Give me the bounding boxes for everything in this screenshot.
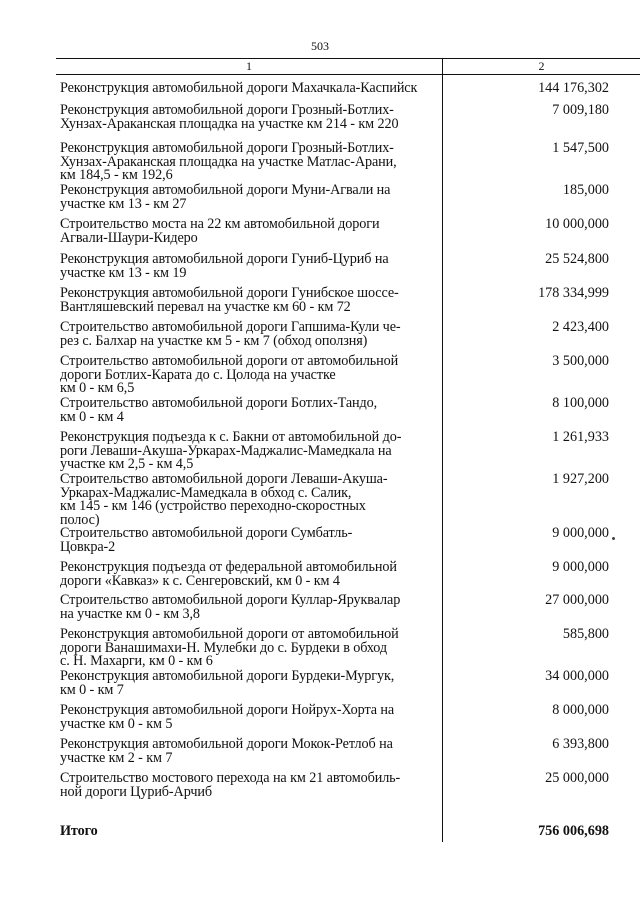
project-amount: 25 000,000: [545, 770, 609, 786]
project-name-line: Хунзах-Араканская площадка на участке Матлас-Арани,: [60, 153, 397, 170]
project-amount: 2 423,400: [552, 319, 609, 335]
project-name-line: Реконструкция автомобильной дороги Муни-Агвали на: [60, 182, 391, 198]
project-name: [60, 253, 440, 280]
header-column-2: 2: [538, 59, 545, 73]
project-amount: 9 000,000: [552, 559, 609, 575]
project-amount: 1 547,500: [552, 140, 609, 156]
project-name-line: полос): [60, 511, 100, 528]
project-name: [60, 397, 440, 424]
project-name-line: участке км 13 - км 19: [60, 264, 187, 281]
project-name-line: роги Леваши-Акуша-Уркарах-Маджалис-Мамедкала на: [60, 442, 392, 459]
project-name-line: на участке км 0 - км 3,8: [60, 605, 200, 622]
project-name: [60, 431, 440, 472]
project-name-line: Реконструкция автомобильной дороги Гуниб-Цуриб на: [60, 251, 389, 267]
project-name-line: ной дороги Цуриб-Арчиб: [60, 783, 212, 800]
project-name-line: Реконструкция автомобильной дороги Мокок-Ретлоб на: [60, 736, 393, 752]
project-amount: 144 176,302: [538, 80, 609, 96]
project-amount: 1 261,933: [552, 429, 609, 445]
project-name: [60, 287, 440, 314]
project-name: [60, 738, 440, 765]
project-name: [60, 670, 440, 697]
table-header: [56, 58, 640, 75]
project-name-line: Реконструкция подъезда к с. Бакни от автомобильной до-: [60, 429, 402, 445]
page-number: 503: [311, 39, 329, 53]
project-name: [60, 473, 440, 527]
project-name-line: участке км 2,5 - км 4,5: [60, 456, 194, 473]
project-name-line: дороги Ботлих-Карата до с. Цолода на участке: [60, 366, 336, 383]
project-name-line: участке км 2 - км 7: [60, 749, 173, 766]
project-name: [60, 82, 440, 96]
project-name: [60, 218, 440, 245]
project-amount: 1 927,200: [552, 471, 609, 487]
project-name-line: Строительство автомобильной дороги Леваши-Акуша-: [60, 471, 388, 487]
project-amount: 25 524,800: [545, 251, 609, 267]
project-name-line: Уркарах-Маджалис-Мамедкала в обход с. Салик,: [60, 484, 352, 501]
project-name-line: км 0 - км 6,5: [60, 380, 135, 397]
project-name-line: Строительство автомобильной дороги Гапшима-Кули че-: [60, 319, 401, 335]
project-amount: 27 000,000: [545, 592, 609, 608]
project-name-line: Строительство автомобильной дороги Куллар-Яруквалар: [60, 592, 401, 608]
project-name-line: км 184,5 - км 192,6: [60, 167, 173, 184]
project-name-line: Строительство автомобильной дороги от автомобильной: [60, 353, 399, 369]
project-name-line: км 0 - км 4: [60, 408, 124, 425]
project-name-line: Цовкра-2: [60, 538, 116, 555]
project-name: [60, 527, 440, 554]
project-name-line: с. Н. Махарги, км 0 - км 6: [60, 653, 213, 670]
project-name-line: км 145 - км 146 (устройство переходно-скоростных: [60, 498, 366, 515]
project-amount: 34 000,000: [545, 668, 609, 684]
project-name-line: Агвали-Шаури-Кидеро: [60, 229, 198, 246]
project-name-line: Реконструкция подъезда от федеральной автомобильной: [60, 559, 397, 575]
project-name-line: Реконструкция автомобильной дороги Бурдеки-Мургук,: [60, 668, 395, 684]
project-name: [60, 704, 440, 731]
project-name-line: рез с. Балхар на участке км 5 - км 7 (обход оползня): [60, 332, 368, 349]
total-amount: 756 006,698: [538, 823, 609, 839]
project-name: [60, 561, 440, 588]
project-amount: 7 009,180: [552, 102, 609, 118]
project-name-line: Реконструкция автомобильной дороги Махачкала-Каспийск: [60, 80, 418, 96]
project-name-line: Строительство автомобильной дороги Сумбатль-: [60, 525, 353, 541]
project-amount: 585,800: [562, 626, 609, 642]
project-name-line: Строительство автомобильной дороги Ботлих-Тандо,: [60, 395, 378, 411]
header-column-1: 1: [56, 59, 443, 74]
project-name-line: Вантляшевский перевал на участке км 60 - км 72: [60, 298, 351, 315]
scan-speck: [612, 537, 615, 540]
project-amount: 185,000: [562, 182, 609, 198]
project-name: [60, 355, 440, 396]
project-name: [60, 628, 440, 669]
project-name: [60, 184, 440, 211]
project-amount: 178 334,999: [538, 285, 609, 301]
total-label: Итого: [60, 823, 98, 839]
project-name-line: дороги «Кавказ» к с. Сенгеровский, км 0 - км 4: [60, 572, 340, 589]
project-amount: 9 000,000: [552, 525, 609, 541]
budget-table: [56, 58, 640, 839]
project-name: [60, 321, 440, 348]
project-name-line: км 0 - км 7: [60, 681, 124, 698]
project-amount: 6 393,800: [552, 736, 609, 752]
project-name: [60, 104, 440, 131]
project-name-line: Реконструкция автомобильной дороги Грозный-Ботлих-: [60, 102, 394, 118]
project-name: [60, 594, 440, 621]
project-amount: 3 500,000: [552, 353, 609, 369]
project-name-line: Строительство моста на 22 км автомобильной дороги: [60, 216, 380, 232]
project-name: [60, 772, 440, 799]
project-name-line: Реконструкция автомобильной дороги Нойрух-Хорта на: [60, 702, 395, 718]
project-name-line: Строительство мостового перехода на км 21 автомобиль-: [60, 770, 401, 786]
project-name-line: участке км 13 - км 27: [60, 195, 187, 212]
project-name-line: Реконструкция автомобильной дороги Гунибское шоссе-: [60, 285, 399, 301]
project-amount: 10 000,000: [545, 216, 609, 232]
project-name-line: дороги Ванашимахи-Н. Мулебки до с. Бурдеки в обход: [60, 639, 387, 656]
project-amount: 8 100,000: [552, 395, 609, 411]
project-name-line: Реконструкция автомобильной дороги от автомобильной: [60, 626, 399, 642]
project-name-line: Реконструкция автомобильной дороги Грозный-Ботлих-: [60, 140, 394, 156]
project-name-line: участке км 0 - км 5: [60, 715, 173, 732]
project-name: [60, 142, 440, 183]
project-amount: 8 000,000: [552, 702, 609, 718]
column-divider: [442, 60, 443, 842]
project-name-line: Хунзах-Араканская площадка на участке км 214 - км 220: [60, 115, 399, 132]
